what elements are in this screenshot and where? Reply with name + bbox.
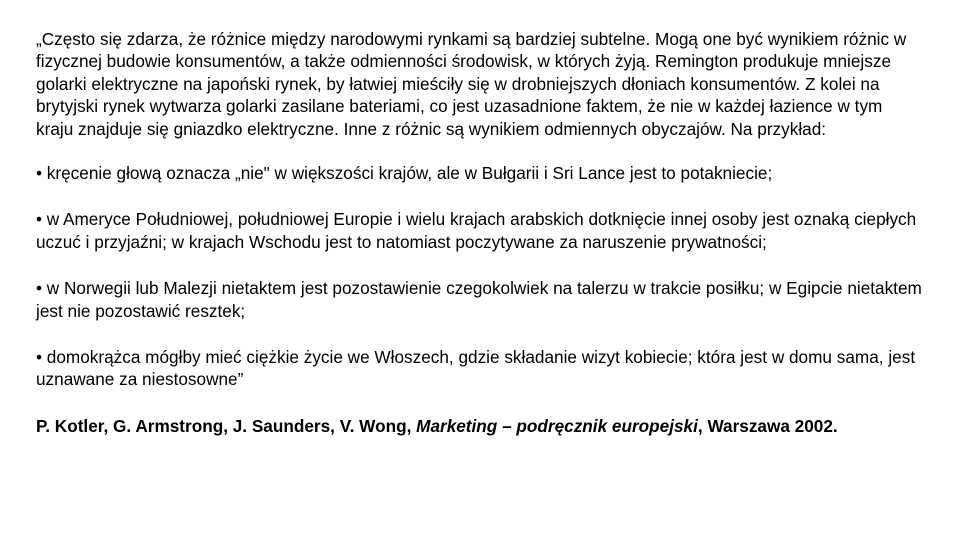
intro-paragraph: „Często się zdarza, że różnice między narodowymi rynkami są bardziej subtelne. Mogą one być wynikiem różnic w fizycznej budowie konsumentów, a także odmienności środowisk, w których żyją. Remington produkuje mniejsze golarki elektryczne na japoński rynek, by łatwiej mieściły się w drobniejszych dłoniach konsumentów. Z kolei na brytyjski rynek wytwarza golarki zasilane bateriami, co jest uzasadnione faktem, że nie w każdej łazience w tym kraju znajduje się gniazdko elektryczne. Inne z różnic są wynikiem odmiennych obyczajów. Na przykład: [36,29,907,139]
bullet-item-3: • w Norwegii lub Malezji nietaktem jest pozostawienie czegokolwiek na talerzu w trakcie posiłku; w Egipcie nietaktem jest nie pozostawić resztek; [36,278,922,321]
citation-title: Marketing – podręcznik europejski [416,415,698,436]
spacer [36,184,924,208]
bullet-item-1: • kręcenie głową oznacza „nie" w większości krajów, ale w Bułgarii i Sri Lance jest to potakniecie; [36,163,773,184]
spacer [36,140,924,162]
citation-authors: P. Kotler, G. Armstrong, J. Saunders, V. Wong, [36,415,417,436]
spacer [36,391,924,415]
spacer [36,253,924,277]
citation-rest: , Warszawa 2002. [697,415,838,436]
citation [36,415,924,437]
spacer [36,322,924,346]
bullet-item-2: • w Ameryce Południowej, południowej Europie i wielu krajach arabskich dotknięcie innej osoby jest oznaką ciepłych uczuć i przyjaźni; w krajach Wschodu jest to natomiast poczytywane za naruszenie prywatności; [36,209,917,252]
slide-content [36,28,924,437]
bullet-item-4: • domokrążca mógłby mieć ciężkie życie we Włoszech, gdzie składanie wizyt kobiecie; która jest w domu sama, jest uznawane za niestosowne” [36,347,916,390]
